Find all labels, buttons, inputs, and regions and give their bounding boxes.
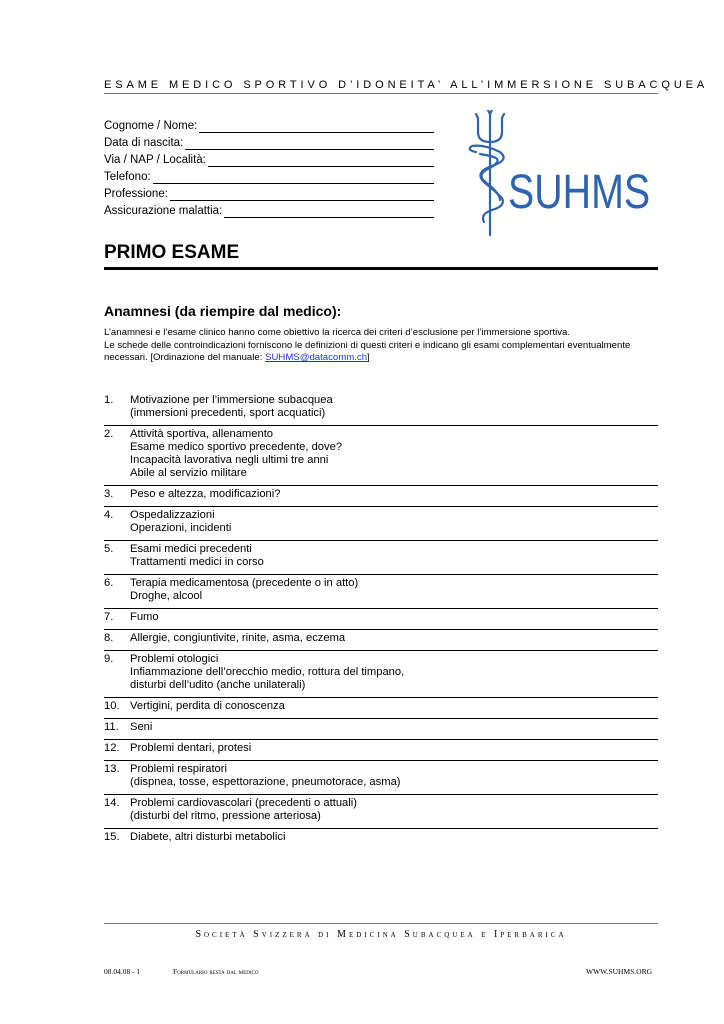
item-line: Peso e altezza, modificazioni? xyxy=(130,488,281,500)
item-line: Fumo xyxy=(130,611,159,623)
item-line: Abile al servizio militare xyxy=(130,467,247,479)
item-text xyxy=(130,721,658,734)
checklist-item xyxy=(104,829,658,849)
checklist-item xyxy=(104,609,658,630)
item-line: Esame medico sportivo precedente, dove? xyxy=(130,441,343,453)
item-text xyxy=(130,797,658,823)
id-field-label: Data di nascita: xyxy=(104,137,184,149)
item-text xyxy=(130,700,658,713)
item-text xyxy=(130,653,658,692)
item-number: 2. xyxy=(104,428,114,440)
item-number: 8. xyxy=(104,632,114,644)
item-line: Incapacità lavorativa negli ultimi tre anni xyxy=(130,454,329,466)
anamnesis-checklist xyxy=(104,392,658,849)
item-line: Allergie, congiuntivite, rinite, asma, eczema xyxy=(130,632,346,644)
checklist-item xyxy=(104,486,658,507)
id-field-row xyxy=(104,205,434,222)
item-number: 12. xyxy=(104,742,120,754)
id-field-row xyxy=(104,137,434,154)
item-text xyxy=(130,632,658,645)
checklist-item xyxy=(104,651,658,698)
item-text xyxy=(130,611,658,624)
item-number: 14. xyxy=(104,797,120,809)
item-line: Attività sportiva, allenamento xyxy=(130,428,274,440)
id-field-blank[interactable] xyxy=(170,188,434,201)
id-field-row xyxy=(104,188,434,205)
id-field-label: Assicurazione malattia: xyxy=(104,205,223,217)
item-number: 1. xyxy=(104,394,114,406)
checklist-item xyxy=(104,761,658,795)
item-text xyxy=(130,394,658,420)
checklist-item xyxy=(104,507,658,541)
header-divider xyxy=(104,93,658,94)
item-line: (disturbi del ritmo, pressione arteriosa) xyxy=(130,810,321,822)
identification-fields xyxy=(104,120,434,222)
item-text xyxy=(130,763,658,789)
item-line: Problemi otologici xyxy=(130,653,219,665)
item-line: Motivazione per l’immersione subacquea xyxy=(130,394,333,406)
item-number: 5. xyxy=(104,543,114,555)
checklist-item xyxy=(104,426,658,486)
id-field-row xyxy=(104,120,434,137)
item-line: Infiammazione dell’orecchio medio, rottura del timpano, xyxy=(130,666,405,678)
item-number: 7. xyxy=(104,611,114,623)
manual-order-email-link[interactable]: SUHMS@datacomm.ch xyxy=(265,352,368,363)
checklist-item xyxy=(104,740,658,761)
item-line: Problemi respiratori xyxy=(130,763,227,775)
checklist-item xyxy=(104,698,658,719)
id-field-row xyxy=(104,154,434,171)
title-divider xyxy=(104,267,658,270)
page-title: PRIMO ESAME xyxy=(104,242,240,263)
item-line: Vertigini, perdita di conoscenza xyxy=(130,700,285,712)
item-line: Problemi cardiovascolari (precedenti o attuali) xyxy=(130,797,357,809)
checklist-item xyxy=(104,795,658,829)
section-heading: Anamnesi (da riempire dal medico): xyxy=(104,303,342,319)
footer-website: WWW.SUHMS.ORG xyxy=(586,967,652,976)
item-text xyxy=(130,543,658,569)
item-number: 15. xyxy=(104,831,120,843)
id-field-blank[interactable] xyxy=(185,137,434,150)
id-field-blank[interactable] xyxy=(224,205,434,218)
checklist-item xyxy=(104,719,658,740)
item-text xyxy=(130,509,658,535)
id-field-label: Via / NAP / Località: xyxy=(104,154,206,166)
item-line: (dispnea, tosse, espettorazione, pneumotorace, asma) xyxy=(130,776,401,788)
footer-page-ref: 08.04.08 - 1 xyxy=(104,967,141,976)
item-line: Operazioni, incidenti xyxy=(130,522,232,534)
item-text xyxy=(130,742,658,755)
checklist-item xyxy=(104,575,658,609)
item-line: Problemi dentari, protesi xyxy=(130,742,252,754)
id-field-blank[interactable] xyxy=(199,120,434,133)
id-field-label: Telefono: xyxy=(104,171,151,183)
item-number: 6. xyxy=(104,577,114,589)
item-text xyxy=(130,428,658,480)
checklist-item xyxy=(104,541,658,575)
id-field-blank[interactable] xyxy=(153,171,434,184)
item-line: Terapia medicamentosa (precedente o in atto) xyxy=(130,577,359,589)
item-number: 4. xyxy=(104,509,114,521)
item-number: 9. xyxy=(104,653,114,665)
item-line: Trattamenti medici in corso xyxy=(130,556,264,568)
item-number: 10. xyxy=(104,700,120,712)
footer-divider xyxy=(104,923,658,924)
item-line: Droghe, alcool xyxy=(130,590,203,602)
id-field-blank[interactable] xyxy=(208,154,434,167)
intro-line-2: Le schede delle controindicazioni forniscono le definizioni di questi criteri e indicano gli esami complementari eventualmente xyxy=(104,339,631,351)
item-line: Diabete, altri disturbi metabolici xyxy=(130,831,286,843)
id-field-label: Professione: xyxy=(104,188,168,200)
item-line: Seni xyxy=(130,721,153,733)
footer-form-note: Formulario resta dal medico xyxy=(173,967,259,976)
item-number: 3. xyxy=(104,488,114,500)
item-line: disturbi dell’udito (anche unilaterali) xyxy=(130,679,306,691)
suhms-logo-text: SUHMS xyxy=(508,166,651,219)
checklist-item xyxy=(104,392,658,426)
id-field-label: Cognome / Nome: xyxy=(104,120,198,132)
item-text xyxy=(130,831,658,844)
document-header-title: ESAME MEDICO SPORTIVO D’IDONEITA’ ALL’IMMERSIONE SUBACQUEA xyxy=(104,79,709,91)
intro-paragraph xyxy=(104,327,664,365)
item-number: 13. xyxy=(104,763,120,775)
item-line: Ospedalizzazioni xyxy=(130,509,215,521)
item-text xyxy=(130,488,658,501)
id-field-row xyxy=(104,171,434,188)
intro-line-3-prefix: necessari. [Ordinazione del manuale: xyxy=(104,352,266,363)
item-number: 11. xyxy=(104,721,119,733)
intro-line-1: L’anamnesi e l’esame clinico hanno come obiettivo la ricerca dei criteri d’esclusione per l’immersione sportiva. xyxy=(104,327,571,338)
footer-organization: Società Svizzera di Medicina Subacquea e Iperbarica xyxy=(195,929,567,940)
intro-line-3-suffix: ] xyxy=(367,352,370,363)
item-text xyxy=(130,577,658,603)
item-line: Esami medici precedenti xyxy=(130,543,252,555)
item-line: (immersioni precedenti, sport acquatici) xyxy=(130,407,326,419)
checklist-item xyxy=(104,630,658,651)
